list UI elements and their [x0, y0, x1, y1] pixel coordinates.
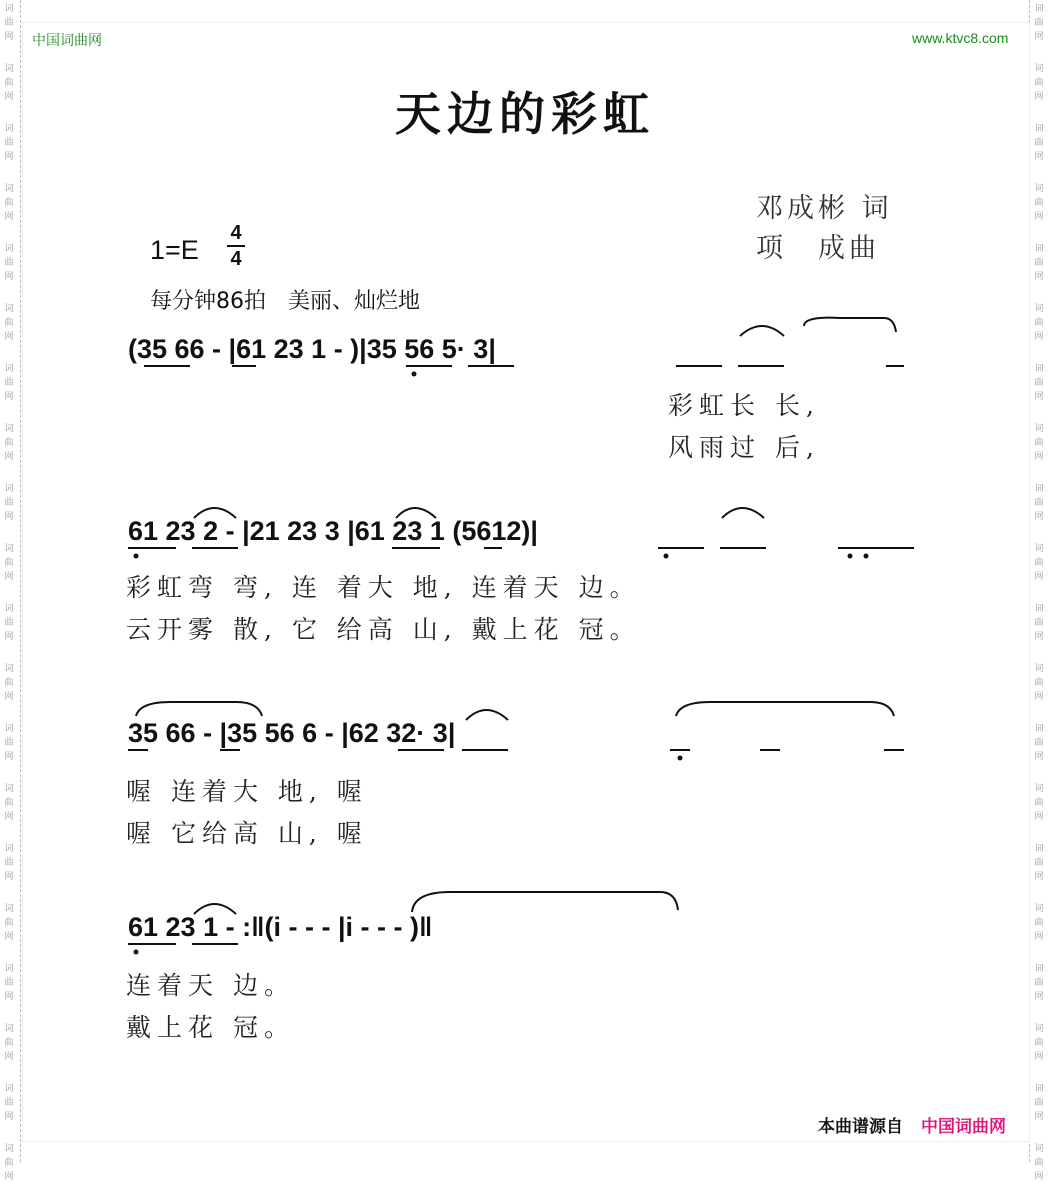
- watermark-glyph: 网: [4, 452, 14, 462]
- watermark-glyph: 曲: [4, 978, 14, 988]
- octave-dot: [134, 554, 139, 559]
- watermark-glyph: 曲: [1034, 678, 1044, 688]
- watermark-glyph: 曲: [4, 258, 14, 268]
- watermark-glyph: 网: [1034, 392, 1044, 402]
- watermark-glyph: 网: [4, 272, 14, 282]
- watermark-glyph: 曲: [4, 18, 14, 28]
- octave-dot: [134, 950, 139, 955]
- watermark-glyph: 网: [4, 632, 14, 642]
- notation-line-1: (35 66 - |61 23 1 - )|35 56 5· 3|: [128, 334, 496, 364]
- watermark-glyph: 网: [1034, 152, 1044, 162]
- watermark-glyph: 曲: [1034, 138, 1044, 148]
- watermark-glyph: 曲: [1034, 78, 1044, 88]
- watermark-glyph: 词: [1034, 784, 1044, 794]
- watermark-glyph: 词: [4, 484, 14, 494]
- watermark-glyph: 曲: [4, 618, 14, 628]
- watermark-glyph: 网: [4, 32, 14, 42]
- watermark-glyph: 曲: [4, 918, 14, 928]
- site-name-left[interactable]: 中国词曲网: [32, 33, 102, 49]
- watermark-glyph: 网: [4, 212, 14, 222]
- watermark-glyph: 词: [4, 184, 14, 194]
- watermark-glyph: 词: [4, 844, 14, 854]
- slur: [722, 508, 764, 518]
- watermark-glyph: 词: [4, 904, 14, 914]
- watermark-glyph: 网: [1034, 212, 1044, 222]
- watermark-glyph: 网: [1034, 452, 1044, 462]
- time-signature-bottom: 4: [230, 248, 242, 270]
- watermark-glyph: 曲: [1034, 318, 1044, 328]
- watermark-glyph: 词: [1034, 1024, 1044, 1034]
- watermark-glyph: 网: [1034, 572, 1044, 582]
- site-url-right[interactable]: www.ktvc8.com: [912, 30, 1009, 46]
- slur: [412, 892, 678, 912]
- watermark-glyph: 网: [4, 992, 14, 1002]
- watermark-glyph: 曲: [4, 1098, 14, 1108]
- octave-dot: [664, 554, 669, 559]
- watermark-glyph: 网: [1034, 272, 1044, 282]
- footer-source-label: 本曲谱源自: [818, 1117, 903, 1137]
- watermark-glyph: 词: [1034, 844, 1044, 854]
- octave-dot: [864, 554, 869, 559]
- watermark-glyph: 词: [4, 664, 14, 674]
- watermark-glyph: 词: [4, 364, 14, 374]
- watermark-glyph: 网: [1034, 1052, 1044, 1062]
- watermark-glyph: 曲: [1034, 858, 1044, 868]
- watermark-glyph: 网: [4, 572, 14, 582]
- watermark-glyph: 词: [4, 724, 14, 734]
- watermark-glyph: 网: [1034, 872, 1044, 882]
- watermark-glyph: 网: [4, 152, 14, 162]
- watermark-glyph: 词: [4, 1084, 14, 1094]
- watermark-glyph: 词: [1034, 4, 1044, 14]
- watermark-glyph: 网: [4, 332, 14, 342]
- watermark-glyph: 曲: [4, 558, 14, 568]
- watermark-glyph: 词: [1034, 424, 1044, 434]
- lyrics-line-3-verse-2: 喔 它给高 山, 喔: [126, 819, 368, 848]
- lyrics-line-1-verse-1: 彩虹长 长,: [668, 391, 820, 420]
- watermark-glyph: 词: [1034, 244, 1044, 254]
- key-signature: 1=E: [150, 235, 199, 265]
- watermark-glyph: 词: [1034, 904, 1044, 914]
- watermark-glyph: 词: [1034, 964, 1044, 974]
- watermark-glyph: 词: [4, 124, 14, 134]
- watermark-glyph: 词: [1034, 664, 1044, 674]
- watermark-glyph: 曲: [4, 438, 14, 448]
- composer-credit: 项 成曲: [756, 233, 880, 264]
- watermark-glyph: 词: [1034, 304, 1044, 314]
- watermark-glyph: 词: [4, 4, 14, 14]
- watermark-glyph: 网: [1034, 752, 1044, 762]
- watermark-glyph: 网: [1034, 332, 1044, 342]
- watermark-glyph: 词: [4, 304, 14, 314]
- watermark-glyph: 网: [4, 692, 14, 702]
- footer-brand-link[interactable]: 中国词曲网: [921, 1117, 1006, 1137]
- octave-dot: [848, 554, 853, 559]
- watermark-glyph: 词: [1034, 124, 1044, 134]
- watermark-glyph: 词: [4, 964, 14, 974]
- watermark-glyph: 曲: [4, 1038, 14, 1048]
- octave-dot: [678, 756, 683, 761]
- watermark-glyph: 网: [1034, 992, 1044, 1002]
- watermark-glyph: 曲: [1034, 1098, 1044, 1108]
- watermark-glyph: 曲: [1034, 618, 1044, 628]
- watermark-glyph: 曲: [1034, 18, 1044, 28]
- watermark-glyph: 网: [4, 812, 14, 822]
- watermark-glyph: 网: [4, 872, 14, 882]
- watermark-glyph: 词: [4, 1144, 14, 1154]
- watermark-glyph: 曲: [1034, 438, 1044, 448]
- watermark-glyph: 网: [1034, 92, 1044, 102]
- lyrics-line-1-verse-2: 风雨过 后,: [668, 433, 820, 462]
- time-signature-top: 4: [230, 222, 242, 244]
- watermark-glyph: 网: [1034, 632, 1044, 642]
- watermark-glyph: 曲: [4, 678, 14, 688]
- watermark-glyph: 网: [1034, 932, 1044, 942]
- watermark-glyph: 网: [4, 932, 14, 942]
- watermark-glyph: 曲: [4, 318, 14, 328]
- notation-line-4: 61 23 1 - :‖(i - - - |i - - - )‖: [128, 912, 433, 942]
- watermark-glyph: 曲: [4, 858, 14, 868]
- watermark-glyph: 词: [4, 244, 14, 254]
- watermark-glyph: 词: [4, 544, 14, 554]
- watermark-glyph: 曲: [1034, 1038, 1044, 1048]
- watermark-glyph: 网: [4, 92, 14, 102]
- watermark-glyph: 曲: [4, 1158, 14, 1168]
- footer-source: [818, 1112, 1006, 1137]
- watermark-glyph: 曲: [1034, 738, 1044, 748]
- watermark-glyph: 曲: [4, 798, 14, 808]
- watermark-glyph: 曲: [1034, 378, 1044, 388]
- octave-dot: [412, 372, 417, 377]
- watermark-glyph: 网: [1034, 812, 1044, 822]
- watermark-glyph: 曲: [1034, 558, 1044, 568]
- watermark-glyph: 网: [4, 1052, 14, 1062]
- watermark-glyph: 曲: [4, 378, 14, 388]
- lyrics-line-3-verse-1: 喔 连着大 地, 喔: [126, 777, 368, 806]
- lyrics-line-2-verse-2: 云开雾 散, 它 给高 山, 戴上花 冠。: [126, 615, 641, 644]
- watermark-glyph: 词: [1034, 184, 1044, 194]
- watermark-glyph: 词: [4, 424, 14, 434]
- watermark-glyph: 网: [4, 392, 14, 402]
- watermark-glyph: 词: [1034, 604, 1044, 614]
- lyrics-line-2-verse-1: 彩虹弯 弯, 连 着大 地, 连着天 边。: [126, 573, 641, 602]
- watermark-glyph: 词: [1034, 1084, 1044, 1094]
- watermark-glyph: 曲: [1034, 918, 1044, 928]
- watermark-glyph: 词: [1034, 1144, 1044, 1154]
- watermark-glyph: 曲: [1034, 258, 1044, 268]
- watermark-glyph: 曲: [1034, 498, 1044, 508]
- lyrics-line-4-verse-1: 连着天 边。: [126, 971, 295, 1000]
- song-title: 天边的彩虹: [395, 87, 655, 141]
- watermark-glyph: 词: [1034, 64, 1044, 74]
- watermark-glyph: 词: [4, 1024, 14, 1034]
- watermark-glyph: 曲: [4, 498, 14, 508]
- watermark-glyph: 词: [4, 64, 14, 74]
- watermark-glyph: 网: [1034, 1172, 1044, 1182]
- watermark-glyph: 曲: [1034, 198, 1044, 208]
- watermark-glyph: 网: [4, 512, 14, 522]
- lyrics-line-4-verse-2: 戴上花 冠。: [126, 1013, 295, 1042]
- watermark-glyph: 词: [4, 784, 14, 794]
- notation-line-3: 35 66 - |35 56 6 - |62 32· 3|: [128, 718, 456, 748]
- watermark-glyph: 网: [1034, 512, 1044, 522]
- watermark-glyph: 网: [1034, 1112, 1044, 1122]
- slur: [194, 508, 236, 518]
- slur: [396, 508, 436, 518]
- slur: [194, 904, 236, 914]
- watermark-glyph: 网: [1034, 32, 1044, 42]
- watermark-glyph: 词: [1034, 544, 1044, 554]
- watermark-glyph: 曲: [1034, 1158, 1044, 1168]
- slur: [466, 710, 508, 720]
- watermark-glyph: 网: [4, 1112, 14, 1122]
- watermark-glyph: 词: [4, 604, 14, 614]
- watermark-glyph: 网: [4, 752, 14, 762]
- slur: [136, 702, 262, 716]
- watermark-glyph: 网: [1034, 692, 1044, 702]
- lyricist-credit: 邓成彬 词: [756, 193, 893, 224]
- watermark-glyph: 曲: [1034, 798, 1044, 808]
- slur: [676, 702, 894, 716]
- watermark-glyph: 曲: [4, 138, 14, 148]
- watermark-glyph: 网: [4, 1172, 14, 1182]
- watermark-glyph: 曲: [1034, 978, 1044, 988]
- tempo-marking: 每分钟86拍 美丽、灿烂地: [150, 289, 420, 314]
- watermark-glyph: 曲: [4, 738, 14, 748]
- slur: [740, 326, 784, 336]
- watermark-glyph: 词: [1034, 364, 1044, 374]
- watermark-glyph: 曲: [4, 198, 14, 208]
- watermark-glyph: 词: [1034, 724, 1044, 734]
- watermark-glyph: 词: [1034, 484, 1044, 494]
- slur: [804, 318, 896, 332]
- notation-line-2: 61 23 2 - |21 23 3 |61 23 1 (5612)|: [128, 516, 538, 546]
- watermark-glyph: 曲: [4, 78, 14, 88]
